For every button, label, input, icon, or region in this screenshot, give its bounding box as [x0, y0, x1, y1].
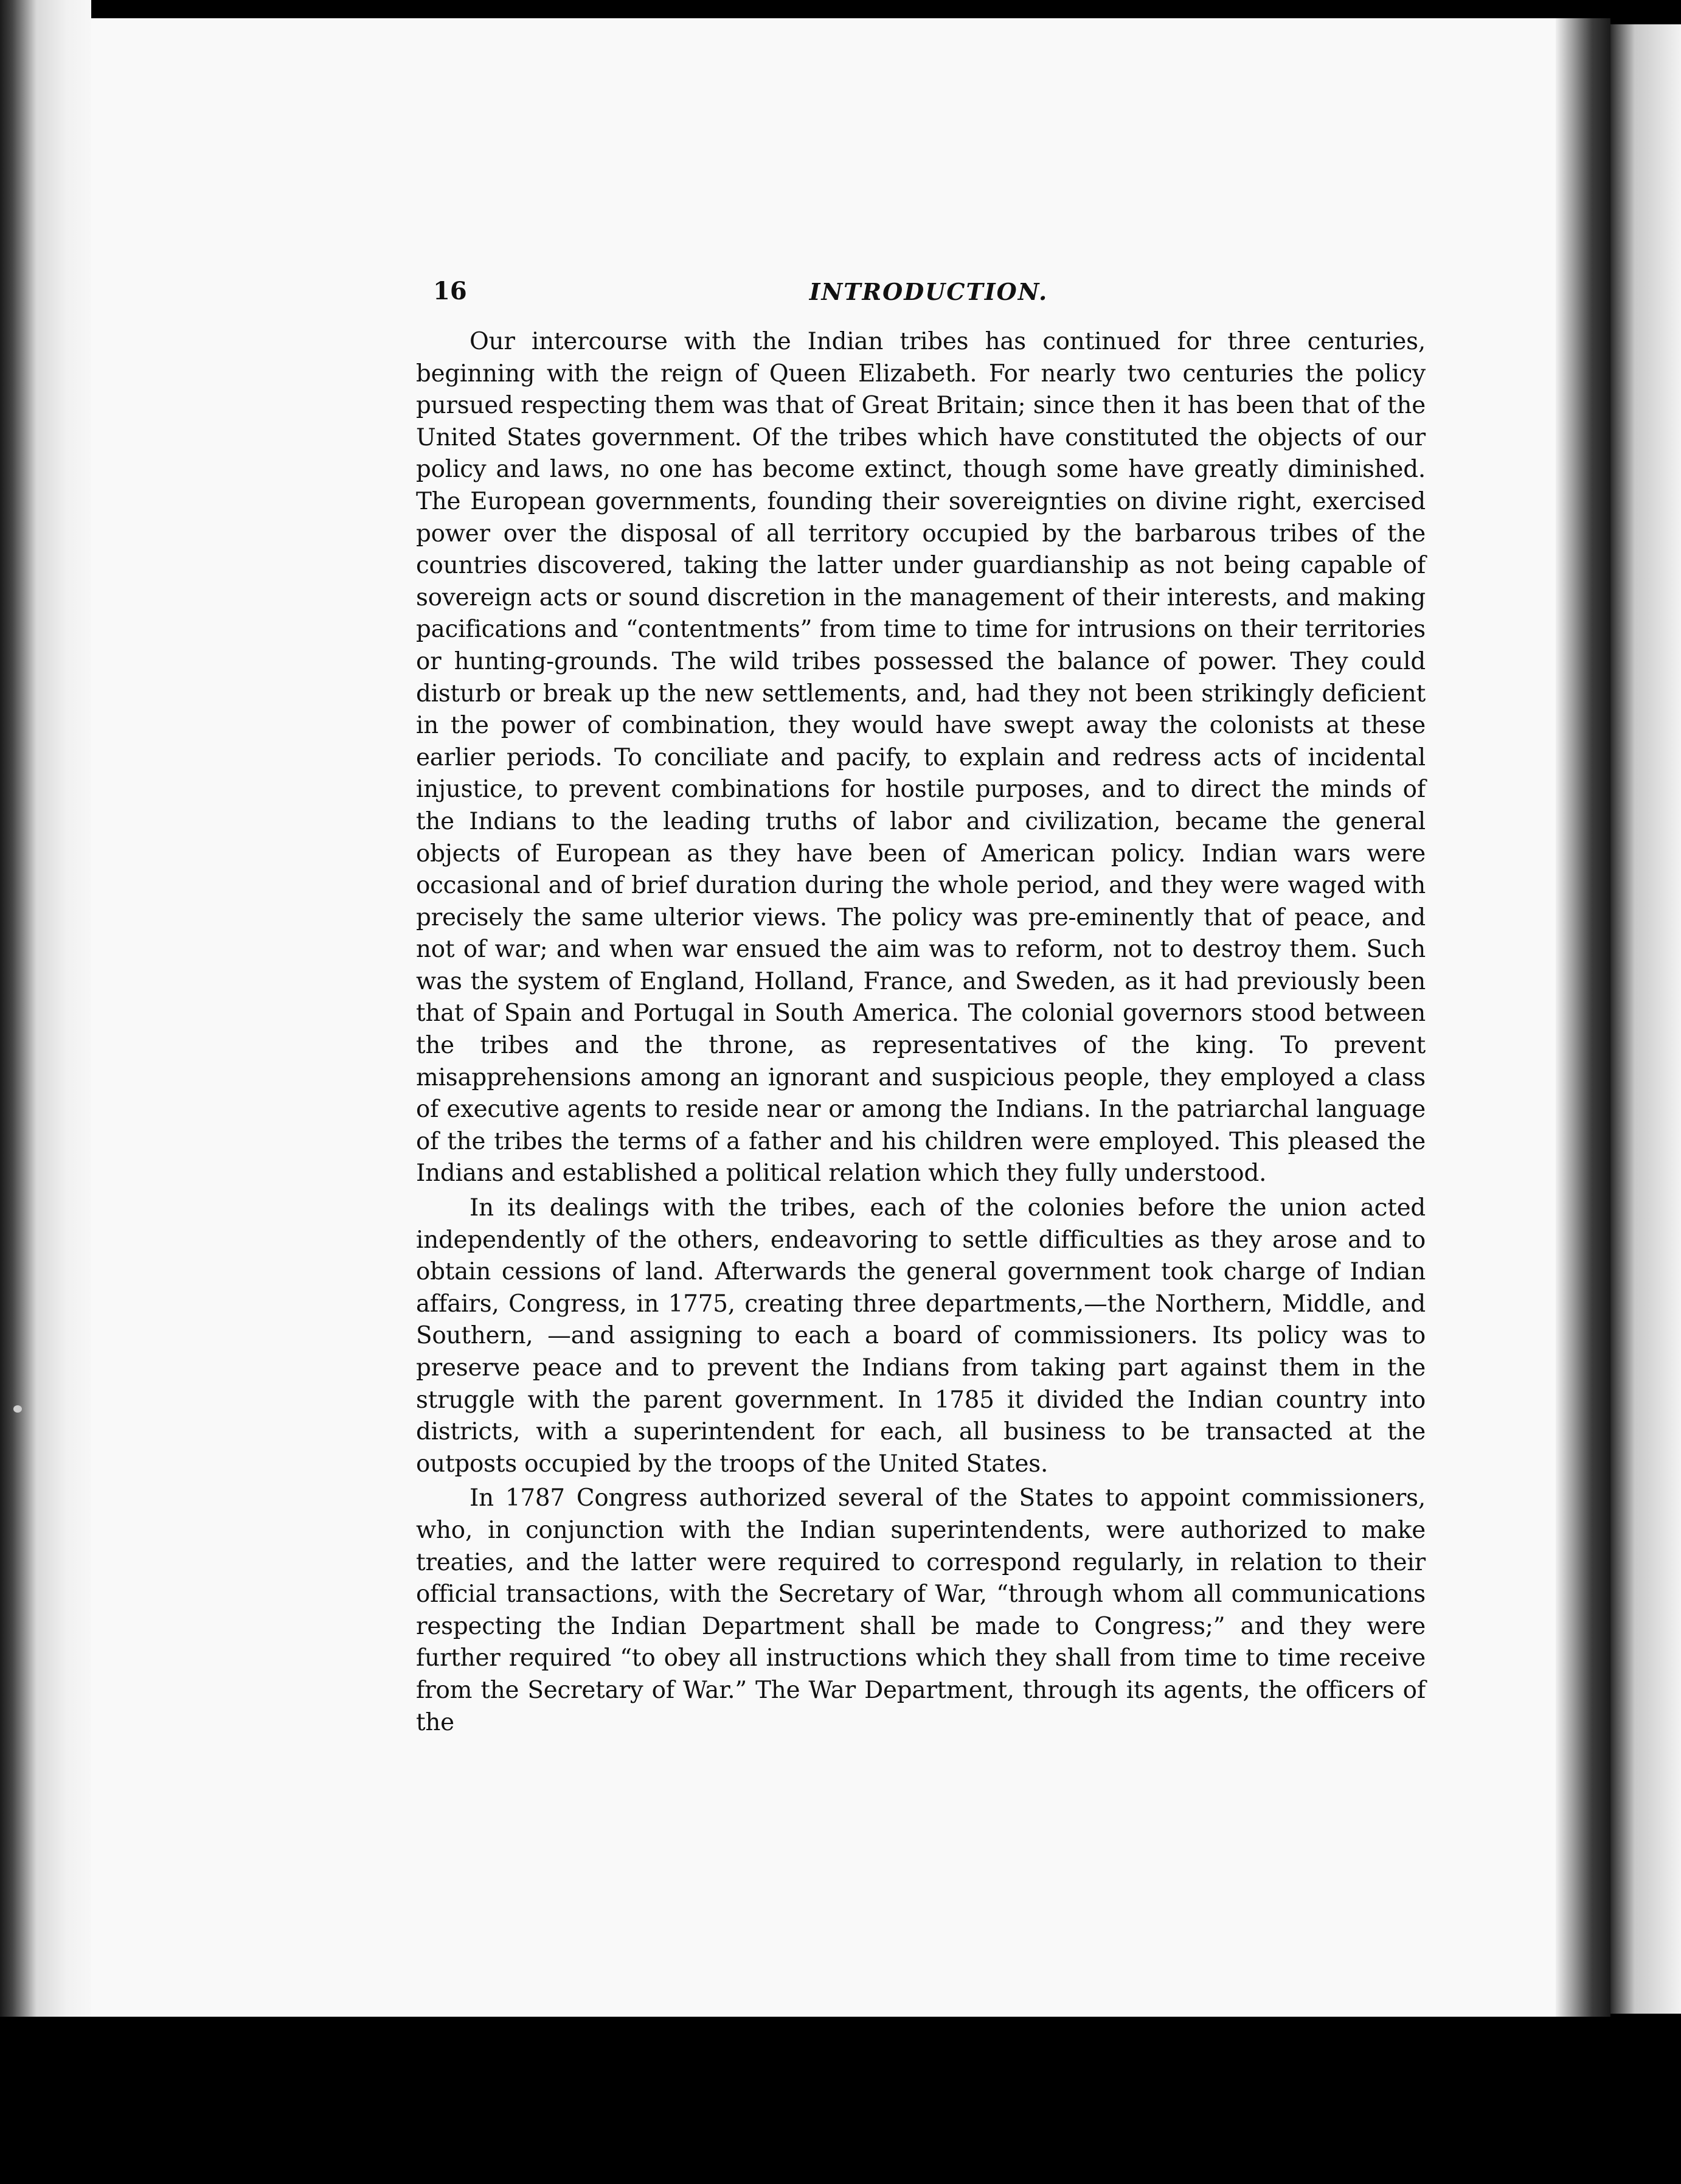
body-text	[416, 326, 1426, 1739]
running-head	[433, 277, 1424, 313]
paragraph: In its dealings with the tribes, each of the colonies before the union acted independently of the others, endeavoring to settle difficulties as they arose and to obtain cessions of land. Afterwards the general government took charge of Indian affairs, Congress, in 1775, creating three departments,—the Northern, Middle, and Southern, —and assigning to each a board of commissioners. Its policy was to preserve peace and to prevent the Indians from taking part against them in the struggle with the parent government. In 1785 it divided the Indian country into districts, with a superintendent for each, all business to be transacted at the outposts occupied by the troops of the United States.	[416, 1194, 1426, 1478]
page-number: 16	[433, 277, 467, 305]
paragraph: Our intercourse with the Indian tribes has continued for three centuries, beginning with the reign of Queen Elizabeth. For nearly two centuries the policy pursued respecting them was that of Great Britain; since then it has been that of the United States government. Of the tribes which have constituted the objects of our policy and laws, no one has become extinct, though some have greatly diminished. The European governments, founding their sovereignties on divine right, exercised power over the disposal of all territory occupied by the barbarous tribes of the countries discovered, taking the latter under guardianship as not being capable of sovereign acts or sound discretion in the management of their interests, and making pacifications and “contentments” from time to time for intrusions on their territories or hunting-grounds. The wild tribes possessed the balance of power. They could disturb or break up the new settlements, and, had they not been strikingly deficient in the power of combination, they would have swept away the colonists at these earlier periods. To conciliate and pacify, to explain and redress acts of incidental injustice, to prevent combinations for hostile purposes, and to direct the minds of the Indians to the leading truths of labor and civilization, became the general objects of European as they have been of American policy. Indian wars were occasional and of brief duration during the whole period, and they were waged with precisely the same ulterior views. The policy was pre-eminently that of peace, and not of war; and when war ensued the aim was to reform, not to destroy them. Such was the system of England, Holland, France, and Sweden, as it had previously been that of Spain and Portugal in South America. The colonial governors stood between the tribes and the throne, as representatives of the king. To prevent misapprehensions among an ignorant and suspicious people, they employed a class of executive agents to reside near or among the Indians. In the patriarchal language of the tribes the terms of a father and his children were employed. This pleased the Indians and established a political relation which they fully understood.	[416, 328, 1426, 1188]
paragraph: In 1787 Congress authorized several of the States to appoint commissioners, who, in conjunction with the Indian superintendents, were authorized to make treaties, and the latter were required to correspond regularly, in relation to their official transactions, with the Secretary of War, “through whom all communications respecting the Indian Department shall be made to Congress;” and they were further required “to obey all instructions which they shall from time to time receive from the Secretary of War.” The War Department, through its agents, the officers of the	[416, 1484, 1426, 1736]
running-title: INTRODUCTION.	[809, 278, 1048, 305]
